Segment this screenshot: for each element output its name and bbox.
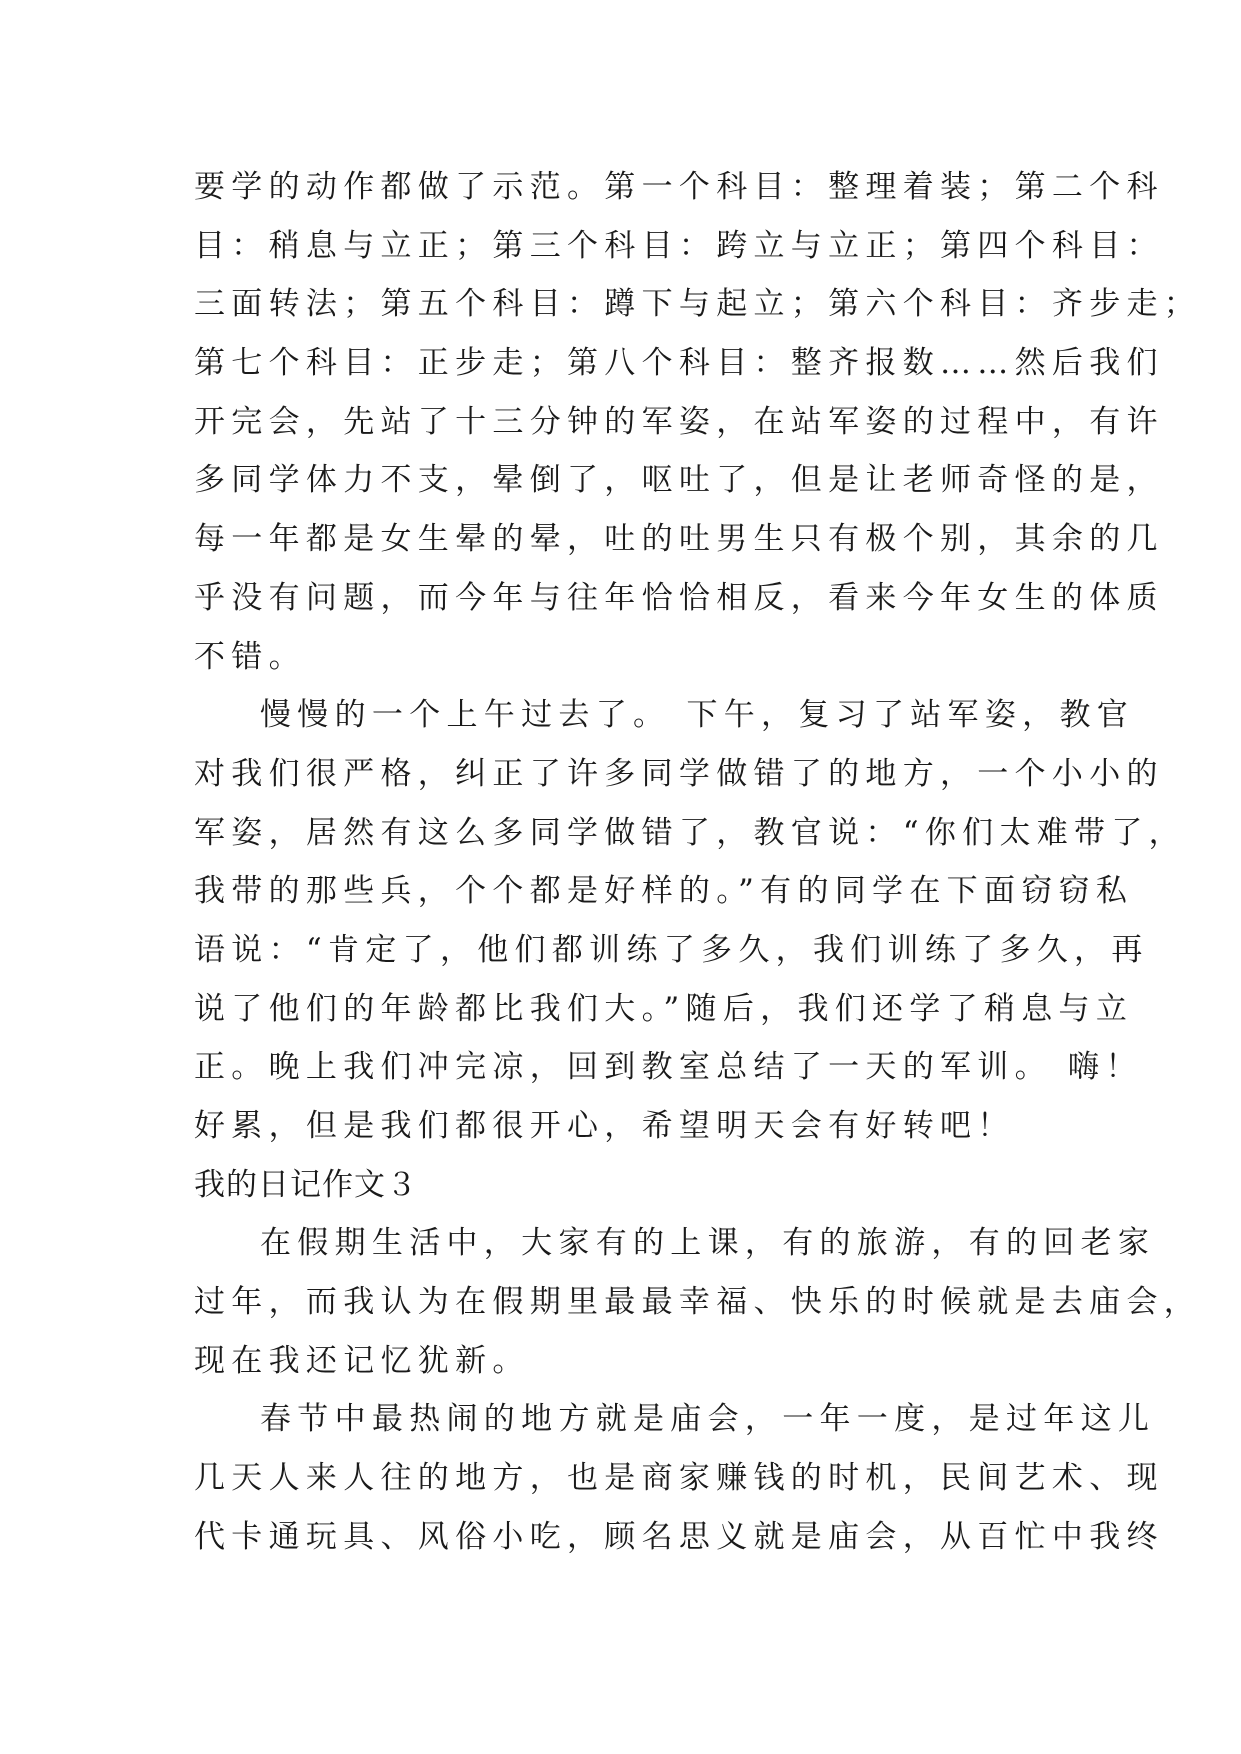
section-heading: 我的日记作文３ [194, 1166, 418, 1203]
paragraph-line: 几天人来人往的地方，也是商家赚钱的时机，民间艺术、现 [194, 1460, 1164, 1497]
paragraph-line: 慢慢的一个上午过去了。 下午，复习了站军姿，教官 [260, 697, 1135, 734]
paragraph-line: 过年，而我认为在假期里最最幸福、快乐的时候就是去庙会， [194, 1284, 1202, 1321]
paragraph-line: 要学的动作都做了示范。第一个科目：整理着装；第二个科 [194, 169, 1164, 205]
paragraph-line: 不错。 [194, 638, 306, 675]
paragraph-line: 语说：“肯定了，他们都训练了多久，我们训练了多久，再 [194, 931, 1149, 968]
paragraph-line: 说了他们的年龄都比我们大。”随后，我们还学了稍息与立 [194, 990, 1134, 1027]
paragraph-line: 目：稍息与立正；第三个科目：跨立与立正；第四个科目： [194, 227, 1164, 264]
paragraph-line: 对我们很严格，纠正了许多同学做错了的地方，一个小小的 [194, 755, 1164, 792]
paragraph-line: 每一年都是女生晕的晕，吐的吐男生只有极个别，其余的几 [194, 521, 1164, 558]
document-body [194, 158, 1202, 1567]
paragraph-line: 多同学体力不支，晕倒了，呕吐了，但是让老师奇怪的是， [194, 462, 1164, 499]
paragraph-line: 正。晚上我们冲完凉，回到教室总结了一天的军训。 嗨！ [194, 1049, 1143, 1086]
paragraph-line: 现在我还记忆犹新。 [194, 1342, 530, 1379]
paragraph-line: 我带的那些兵，个个都是好样的。”有的同学在下面窃窃私 [194, 873, 1134, 910]
paragraph-line: 好累，但是我们都很开心，希望明天会有好转吧！ [194, 1108, 1015, 1144]
paragraph-line: 代卡通玩具、风俗小吃，顾名思义就是庙会，从百忙中我终 [194, 1518, 1164, 1555]
paragraph-line: 春节中最热闹的地方就是庙会，一年一度，是过年这儿 [260, 1401, 1156, 1438]
paragraph-line: 开完会，先站了十三分钟的军姿，在站军姿的过程中，有许 [194, 403, 1164, 440]
paragraph-line: 三面转法；第五个科目：蹲下与起立；第六个科目：齐步走； [194, 286, 1202, 323]
paragraph-line: 乎没有问题，而今年与往年恰恰相反，看来今年女生的体质 [194, 579, 1164, 616]
paragraph-line: 第七个科目：正步走；第八个科目：整齐报数……然后我们 [194, 345, 1164, 382]
paragraph-line: 军姿，居然有这么多同学做错了，教官说：“你们太难带了， [194, 814, 1186, 851]
paragraph-line: 在假期生活中，大家有的上课，有的旅游，有的回老家 [260, 1225, 1156, 1262]
